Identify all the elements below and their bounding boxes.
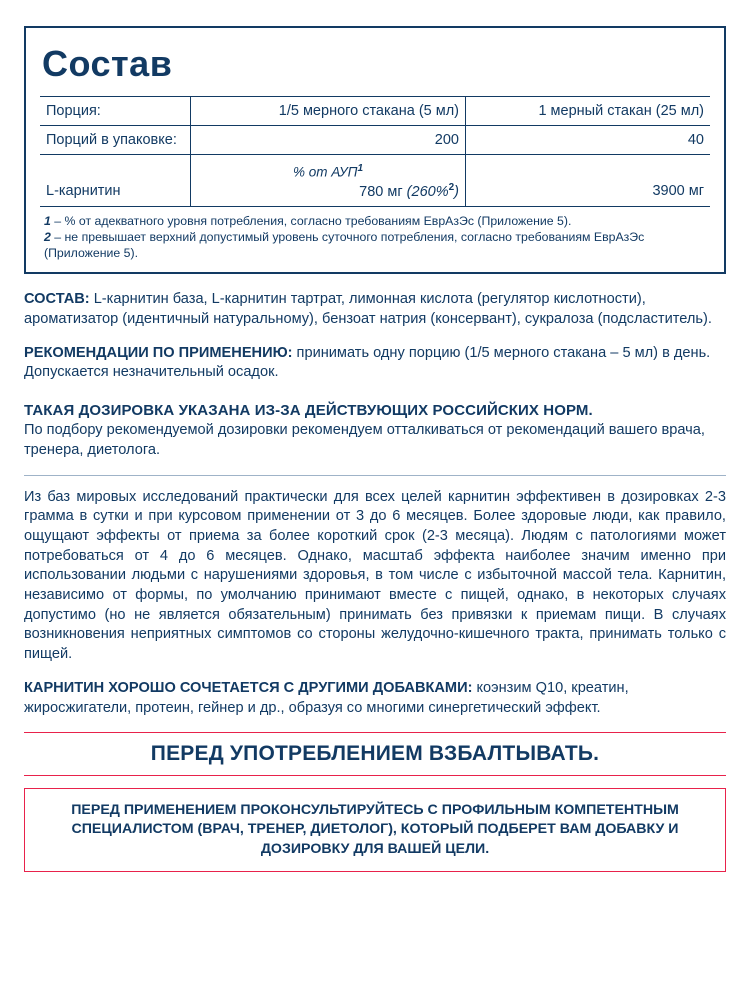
row-value-serving-small: 1/5 мерного стакана (5 мл) xyxy=(191,97,466,126)
combo-paragraph xyxy=(24,679,726,718)
table-row-servings-per-container xyxy=(40,126,710,155)
body-content xyxy=(24,290,726,718)
spacer-1 xyxy=(24,330,726,344)
footnote-2-number: 2 xyxy=(44,230,51,245)
row-value-serving-large: 1 мерный стакан (25 мл) xyxy=(466,97,711,126)
divider xyxy=(24,475,726,476)
spacer-3 xyxy=(24,665,726,679)
research-text: Из баз мировых исследований практически для всех целей карнитин эффективен в дозировках 2-3 грамма в сутки и при курсовом применении от 3 до 6 месяцев. Более здоровые люди, как правило, ощущают эффекты от приема за более короткий срок (2-3 месяца). Людям с патологиями может потребоваться от 4 до 6 месяцев. Однако, масштаб эффекта наиболее значим именно при использовании людьми с нарушениями здоровья, в том числе с избыточной массой тела. Карнитин, независимо от формы, по умолчанию принимают вместе с пищей, однако, в некоторых случаях допустимо (но не является обязательным) принимать без привязки к приемам пищи. В случаях возникновения неприятных симптомов со стороны желудочно-кишечного тракта, принимать только с пищей. xyxy=(24,488,726,663)
footnote-2-text: – не превышает верхний допустимый уровень суточного потребления, согласно требованиям ЕврАзЭс (Приложение 5). xyxy=(44,230,645,261)
shake-banner xyxy=(24,732,726,776)
row-label-carnitine: L-карнитин xyxy=(40,155,191,207)
carnitine-percent-footnote-marker: 2 xyxy=(448,181,455,193)
footnotes xyxy=(40,206,710,264)
norms-heading: ТАКАЯ ДОЗИРОВКА УКАЗАНА ИЗ-ЗА ДЕЙСТВУЮЩИХ РОССИЙСКИХ НОРМ. xyxy=(24,402,593,420)
footnote-2 xyxy=(44,230,706,262)
carnitine-percent-close: ) xyxy=(454,183,459,200)
row-label-servings: Порций в упаковке: xyxy=(40,126,191,155)
row-value-carnitine-small xyxy=(191,155,466,207)
row-label-serving: Порция: xyxy=(40,97,191,126)
row-value-carnitine-large: 3900 мг xyxy=(466,155,711,207)
facts-table xyxy=(40,96,710,206)
carnitine-amount: 780 мг xyxy=(359,183,403,200)
row-value-servings-large: 40 xyxy=(466,126,711,155)
footnote-1-text: – % от адекватного уровня потребления, согласно требованиям ЕврАзЭс (Приложение 5). xyxy=(54,214,572,229)
warning-text: ПЕРЕД ПРИМЕНЕНИЕМ ПРОКОНСУЛЬТИРУЙТЕСЬ С ПРОФИЛЬНЫМ КОМПЕТЕНТНЫМ СПЕЦИАЛИСТОМ (ВРАЧ, ТРЕНЕР, ДИЕТОЛОГ), КОТОРЫЙ ПОДБЕРЕТ ВАМ ДОБАВКУ И ДОЗИРОВКУ ДЛЯ ВАШЕЙ ЦЕЛИ. xyxy=(71,802,679,857)
shake-banner-text: ПЕРЕД УПОТРЕБЛЕНИЕМ ВЗБАЛТЫВАТЬ. xyxy=(150,742,600,766)
aup-header-footnote-marker: 1 xyxy=(357,163,364,174)
usage-label: РЕКОМЕНДАЦИИ ПО ПРИМЕНЕНИЮ: xyxy=(24,344,293,361)
combo-text: коэнзим Q10, креатин, жиросжигатели, протеин, гейнер и др., образуя со многими синергетический эффект. xyxy=(24,679,629,716)
table-row-serving xyxy=(40,97,710,126)
facts-title: Состав xyxy=(42,43,173,84)
usage-text: принимать одну порцию (1/5 мерного стакана – 5 мл) в день. Допускается незначительный осадок. xyxy=(24,344,711,381)
footnote-1 xyxy=(44,214,706,230)
table-row-carnitine xyxy=(40,155,710,207)
supplement-facts-panel xyxy=(24,26,726,274)
aup-header-text: % от АУП xyxy=(292,164,358,180)
row-value-servings-small: 200 xyxy=(191,126,466,155)
composition-label: СОСТАВ: xyxy=(24,291,90,308)
footnote-1-number: 1 xyxy=(44,214,51,229)
combo-label: КАРНИТИН ХОРОШО СОЧЕТАЕТСЯ С ДРУГИМИ ДОБАВКАМИ: xyxy=(24,679,473,696)
aup-header xyxy=(197,163,459,180)
usage-paragraph xyxy=(24,344,726,383)
composition-text: L-карнитин база, L-карнитин тартрат, лимонная кислота (регулятор кислотности), ароматизатор (идентичный натуральному), бензоат натрия (консервант), сукралоза (подсластитель). xyxy=(24,291,712,327)
norms-text: По подбору рекомендуемой дозировки рекомендуем отталкиваться от рекомендаций вашего врача, тренера, диетолога. xyxy=(24,422,705,458)
carnitine-percent: (260% xyxy=(406,183,449,200)
composition-paragraph xyxy=(24,290,726,329)
warning-box xyxy=(24,788,726,872)
spacer-2 xyxy=(24,383,726,401)
